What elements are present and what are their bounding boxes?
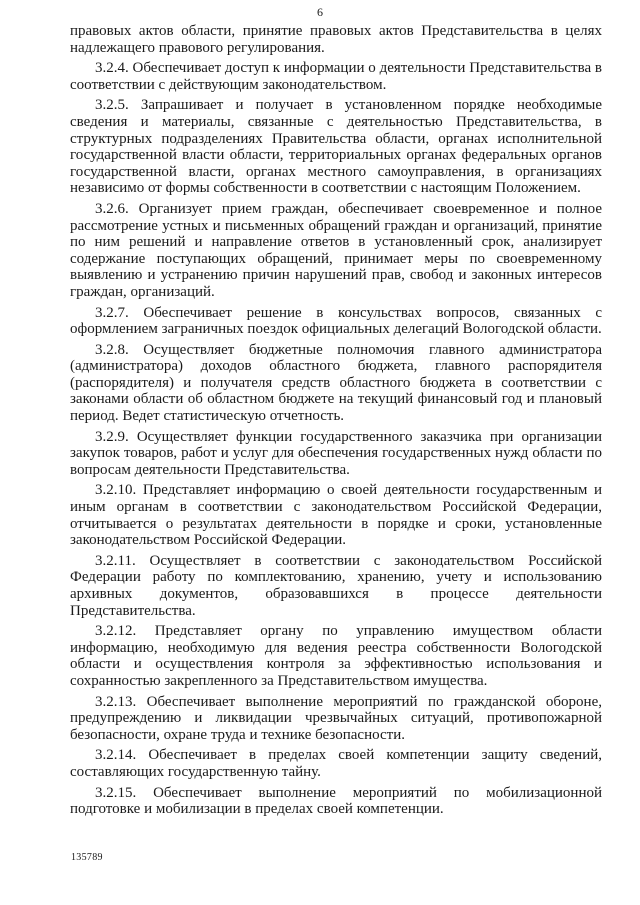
paragraph-3-2-14: 3.2.14. Обеспечивает в пределах своей компетенции защиту сведений, составляющих государственную тайну.	[70, 747, 602, 780]
paragraph-3-2-8: 3.2.8. Осуществляет бюджетные полномочия главного администратора (администратора) доходов областного бюджета, главного распорядителя (распорядителя) и получателя средств областного бюджета в соответствии с законами области об областном бюджете на текущий финансовый год и плановый период. Ведет статистическую отчетность.	[70, 341, 602, 425]
paragraph-3-2-4: 3.2.4. Обеспечивает доступ к информации о деятельности Представительства в соответствии с действующим законодательством.	[70, 60, 602, 93]
paragraph-3-2-7: 3.2.7. Обеспечивает решение в консульствах вопросов, связанных с оформлением заграничных поездок официальных делегаций Вологодской области.	[70, 304, 602, 338]
paragraph-3-2-9: 3.2.9. Осуществляет функции государственного заказчика при организации закупок товаров, работ и услуг для обеспечения государственных нужд области по вопросам деятельности Представительства.	[70, 428, 602, 478]
document-code: 135789	[71, 852, 103, 863]
paragraph-3-2-15: 3.2.15. Обеспечивает выполнение мероприятий по мобилизационной подготовке и мобилизации в пределах своей компетенции.	[70, 784, 602, 818]
paragraph-3-2-10: 3.2.10. Представляет информацию о своей деятельности государственным и иным органам в соответствии с законодательством Российской Федерации, отчитывается о результатах деятельности в порядке и сроки, установленные законодательством Российской Федерации.	[70, 482, 602, 549]
paragraph-3-2-6: 3.2.6. Организует прием граждан, обеспечивает своевременное и полное рассмотрение устных и письменных обращений граждан и организаций, принятие по ним решений и направление ответов в установленный срок, анализирует содержание поступающих обращений, принимает меры по своевременному выявлению и устранению причин нарушений прав, свобод и законных интересов граждан, организаций.	[70, 200, 602, 300]
document-body	[70, 23, 602, 822]
paragraph-3-2-12: 3.2.12. Представляет органу по управлению имуществом области информацию, необходимую для ведения реестра собственности Вологодской области и осуществления контроля за эффективностью использования и сохранностью закрепленного за Представительством имущества.	[70, 623, 602, 689]
page-number: 6	[317, 5, 323, 19]
paragraph-3-2-13: 3.2.13. Обеспечивает выполнение мероприятий по гражданской обороне, предупреждению и ликвидации чрезвычайных ситуаций, противопожарной безопасности, охране труда и технике безопасности.	[70, 693, 602, 743]
paragraph-3-2-11: 3.2.11. Осуществляет в соответствии с законодательством Российской Федерации работу по комплектованию, хранению, учету и использованию архивных документов, образовавшихся в процессе деятельности Представительства.	[70, 552, 602, 619]
paragraph-continuation: правовых актов области, принятие правовых актов Представительства в целях надлежащего правового регулирования.	[70, 23, 602, 56]
paragraph-3-2-5: 3.2.5. Запрашивает и получает в установленном порядке необходимые сведения и материалы, связанные с деятельностью Представительства, в структурных подразделениях Правительства области, органах исполнительной государственной власти области, территориальных органах федеральных органов государственной власти, органах местного самоуправления, в организациях независимо от формы собственности в соответствии с настоящим Положением.	[70, 97, 602, 197]
